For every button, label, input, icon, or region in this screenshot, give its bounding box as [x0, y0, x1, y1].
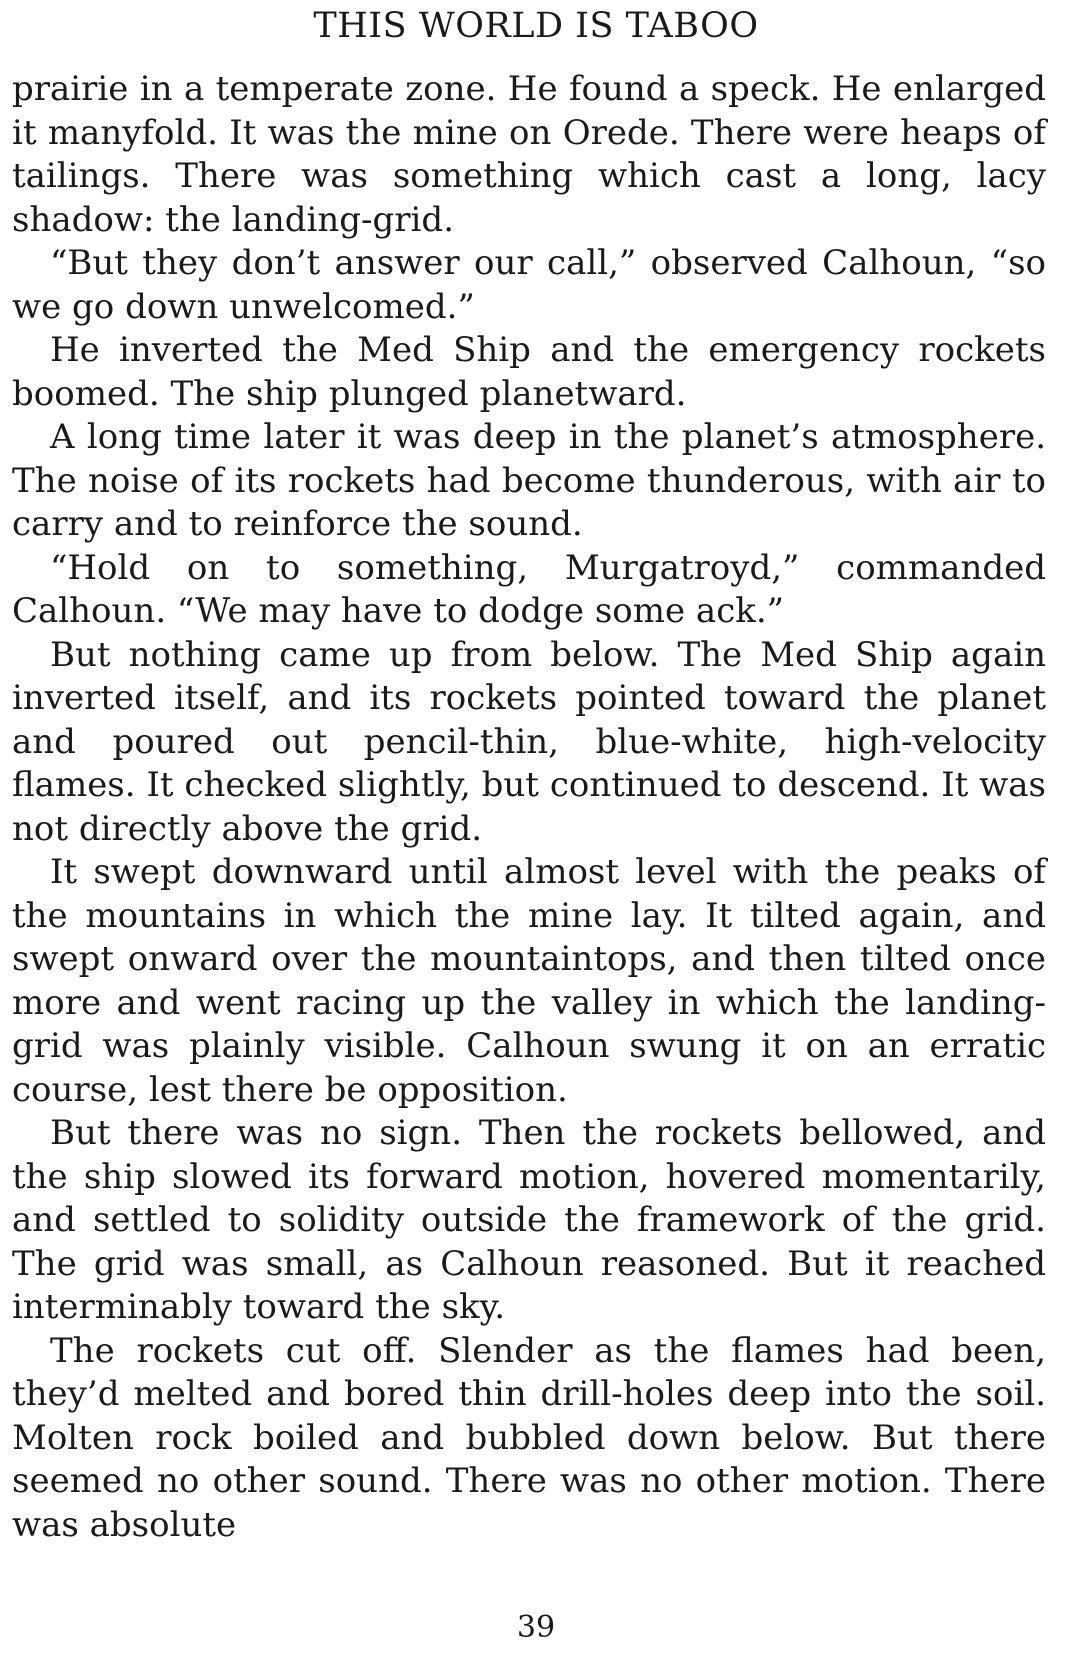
page-number: 39 [516, 1610, 556, 1645]
running-title: THIS WORLD IS TABOO [313, 6, 759, 46]
paragraph: prairie in a temperate zone. He found a speck. He enlarged it manyfold. It was the mine on Orede. There were heaps of tailings. There was something which cast a long, lacy shadow: the landing-grid. [12, 69, 1046, 240]
paragraph: “But they don’t answer our call,” observed Calhoun, “so we go down unwelcomed.” [12, 243, 1046, 327]
paragraph: “Hold on to something, Murgatroyd,” commanded Calhoun. “We may have to dodge some ack.” [12, 547, 1046, 631]
paragraph: The rockets cut off. Slender as the flames had been, they’d melted and bored thin drill-holes deep into the soil. Molten rock boiled and bubbled down below. But there seemed no other sound. There was no other motion. There was absolute [12, 1330, 1046, 1545]
paragraph: It swept downward until almost level with the peaks of the mountains in which the mine lay. It tilted again, and swept onward over the mountaintops, and then tilted once more and went racing up the valley in which the landing-grid was plainly visible. Calhoun swung it on an erratic course, lest there be opposition. [12, 852, 1046, 1110]
body-text [12, 68, 1046, 1547]
paragraph: But nothing came up from below. The Med Ship again inverted itself, and its rockets pointed toward the planet and poured out pencil-thin, blue-white, high-velocity flames. It checked slightly, but continued to descend. It was not directly above the grid. [12, 634, 1046, 849]
paragraph: A long time later it was deep in the planet’s atmosphere. The noise of its rockets had become thunderous, with air to carry and to reinforce the sound. [12, 417, 1046, 544]
paragraph: He inverted the Med Ship and the emergency rockets boomed. The ship plunged planetward. [12, 330, 1046, 414]
paragraph: But there was no sign. Then the rockets bellowed, and the ship slowed its forward motion, hovered momentarily, and settled to solidity outside the framework of the grid. The grid was small, as Calhoun reasoned. But it reached interminably toward the sky. [12, 1113, 1046, 1327]
